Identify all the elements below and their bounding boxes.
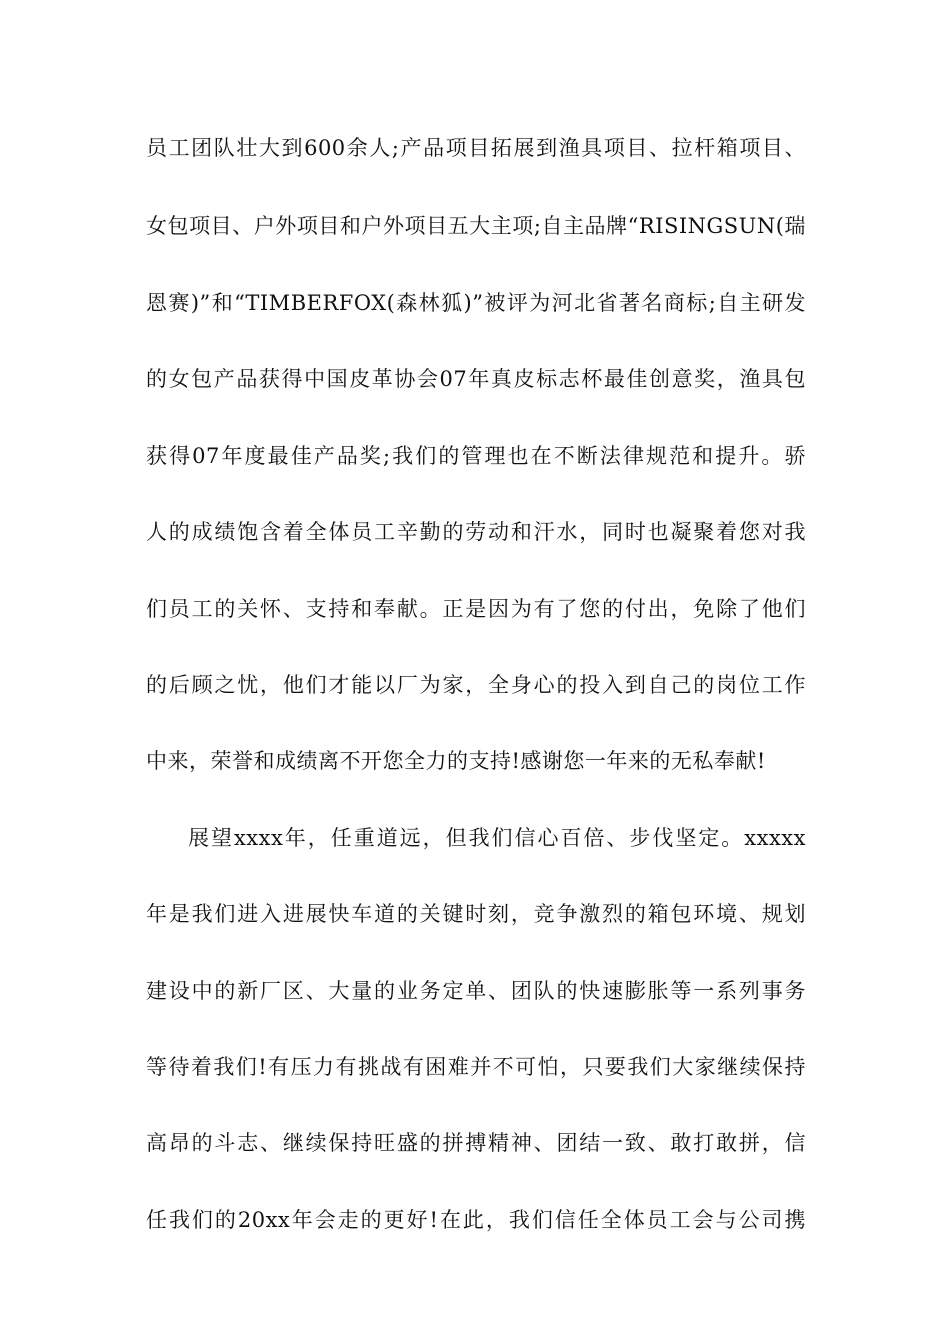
paragraph-line-2: 女包项目、户外项目和户外项目五大主项;自主品牌“RISINGSUN(瑞 — [146, 214, 806, 238]
paragraph-line-9: 中来，荣誉和成绩离不开您全力的支持!感谢您一年来的无私奉献! — [146, 749, 766, 773]
paragraph-line-1: 员工团队壮大到600余人;产品项目拓展到渔具项目、拉杆箱项目、 — [146, 136, 806, 160]
paragraph-line-4: 的女包产品获得中国皮革协会07年真皮标志杯最佳创意奖，渔具包 — [146, 367, 806, 391]
paragraph-line-13: 等待着我们!有压力有挑战有困难并不可怕，只要我们大家继续保持 — [146, 1055, 806, 1079]
paragraph-line-8: 的后顾之忧，他们才能以厂为家，全身心的投入到自己的岗位工作 — [146, 673, 806, 697]
paragraph-line-5: 获得07年度最佳产品奖;我们的管理也在不断法律规范和提升。骄 — [146, 444, 806, 468]
paragraph-line-14: 高昂的斗志、继续保持旺盛的拼搏精神、团结一致、敢打敢拼，信 — [146, 1131, 806, 1155]
paragraph-line-15: 任我们的20xx年会走的更好!在此，我们信任全体员工会与公司携 — [146, 1208, 806, 1232]
paragraph-line-7: 们员工的关怀、支持和奉献。正是因为有了您的付出，免除了他们 — [146, 597, 806, 621]
paragraph-line-3: 恩赛)”和“TIMBERFOX(森林狐)”被评为河北省著名商标;自主研发 — [146, 291, 806, 315]
paragraph-line-12: 建设中的新厂区、大量的业务定单、团队的快速膨胀等一系列事务 — [146, 979, 806, 1003]
paragraph-line-11: 年是我们进入进展快车道的关键时刻，竞争激烈的箱包环境、规划 — [146, 902, 806, 926]
paragraph-line-10: 展望xxxx年，任重道远，但我们信心百倍、步伐坚定。xxxxx — [188, 826, 806, 850]
paragraph-line-6: 人的成绩饱含着全体员工辛勤的劳动和汗水，同时也凝聚着您对我 — [146, 520, 806, 544]
